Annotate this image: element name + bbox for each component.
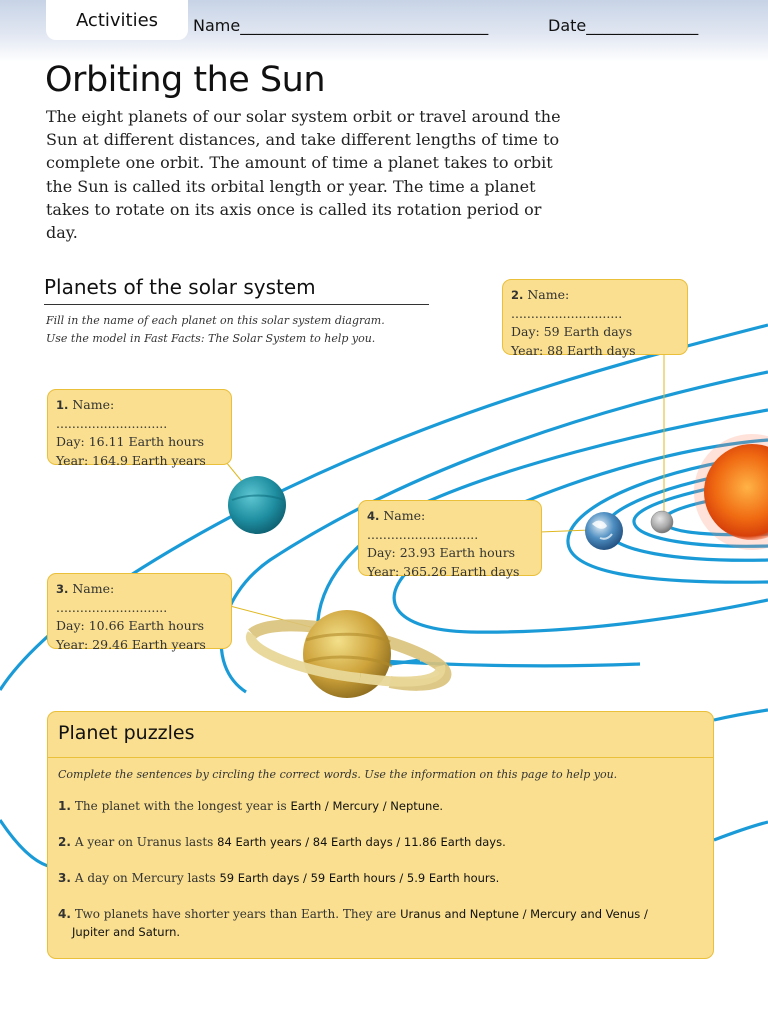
- orbit-outer-right-2: [714, 710, 768, 720]
- saturn-orbit-front: [365, 660, 640, 666]
- question-2-text: A year on Uranus lasts: [74, 835, 214, 849]
- card-4-year: Year: 365.26 Earth days: [367, 563, 520, 579]
- card-2-day: Day: 59 Earth days: [511, 324, 633, 339]
- section-heading: Planets of the solar system: [44, 275, 429, 305]
- puzzles-heading: Planet puzzles: [48, 712, 713, 758]
- card-1-day: Day: 16.11 Earth hours: [56, 434, 205, 449]
- puzzle-question-1: [58, 797, 658, 815]
- earth-planet-icon: [585, 512, 623, 550]
- card-1-name-blank[interactable]: Name: ............................: [56, 397, 168, 431]
- question-3-number: 3.: [58, 871, 71, 885]
- planet-card-1: [47, 389, 232, 468]
- puzzle-question-2: [58, 833, 658, 851]
- mercury-planet-icon: [651, 511, 673, 533]
- question-4-text: Two planets have shorter years than Earth. They are: [74, 907, 397, 921]
- page-title: Orbiting the Sun: [45, 60, 325, 100]
- question-4-options[interactable]: Uranus and Neptune / Mercury and Venus / Jupiter and Saturn.: [72, 907, 648, 939]
- connector-lines: [226, 352, 664, 630]
- question-2-options[interactable]: 84 Earth years / 84 Earth days / 11.86 Earth days.: [217, 835, 506, 849]
- name-field[interactable]: Name_______________________________: [193, 16, 489, 35]
- card-1-year: Year: 164.9 Earth years: [56, 452, 206, 468]
- question-3-options[interactable]: 59 Earth days / 59 Earth hours / 5.9 Earth hours.: [219, 871, 500, 885]
- card-4-day: Day: 23.93 Earth hours: [367, 545, 516, 560]
- question-4-number: 4.: [58, 907, 71, 921]
- orbit-outer-left: [0, 820, 48, 866]
- planet-puzzles-box: [47, 711, 714, 959]
- card-2-number: 2.: [511, 288, 524, 302]
- question-1-text: The planet with the longest year is: [74, 799, 287, 813]
- card-2-name-blank[interactable]: Name: ............................: [511, 287, 623, 321]
- planet-card-4: [358, 500, 542, 579]
- card-4-number: 4.: [367, 509, 380, 523]
- card-3-number: 3.: [56, 582, 69, 596]
- card-2-year: Year: 88 Earth days: [511, 342, 636, 358]
- question-1-number: 1.: [58, 799, 71, 813]
- card-4-name-blank[interactable]: Name: ............................: [367, 508, 479, 542]
- puzzles-instructions: Complete the sentences by circling the correct words. Use the information on this page to help you.: [58, 768, 618, 781]
- planet-card-3: [47, 573, 232, 652]
- question-2-number: 2.: [58, 835, 71, 849]
- card-3-year: Year: 29.46 Earth years: [56, 636, 206, 652]
- card-3-name-blank[interactable]: Name: ............................: [56, 581, 168, 615]
- question-1-options[interactable]: Earth / Mercury / Neptune.: [290, 799, 444, 813]
- intro-paragraph: The eight planets of our solar system orbit or travel around the Sun at different distances, and take different lengths of time to complete one orbit. The amount of time a planet takes to orbit the Sun is called its orbital length or year. The time a planet takes to rotate on its axis once is called its rotation period or day.: [46, 107, 561, 243]
- planet-card-2: [502, 279, 688, 358]
- date-field[interactable]: Date______________: [548, 16, 699, 35]
- connector-card-4: [540, 530, 590, 532]
- orbit-outer-right: [714, 822, 768, 840]
- neptune-planet-icon: [228, 476, 286, 534]
- card-3-day: Day: 10.66 Earth hours: [56, 618, 205, 633]
- instruction-line-1: Fill in the name of each planet on this solar system diagram.: [46, 314, 385, 327]
- activities-tab[interactable]: Activities: [46, 0, 188, 40]
- instruction-line-2: Use the model in Fast Facts: The Solar System to help you.: [46, 332, 376, 345]
- question-3-text: A day on Mercury lasts: [74, 871, 216, 885]
- puzzle-question-4: [58, 905, 672, 941]
- puzzle-question-3: [58, 869, 658, 887]
- card-1-number: 1.: [56, 398, 69, 412]
